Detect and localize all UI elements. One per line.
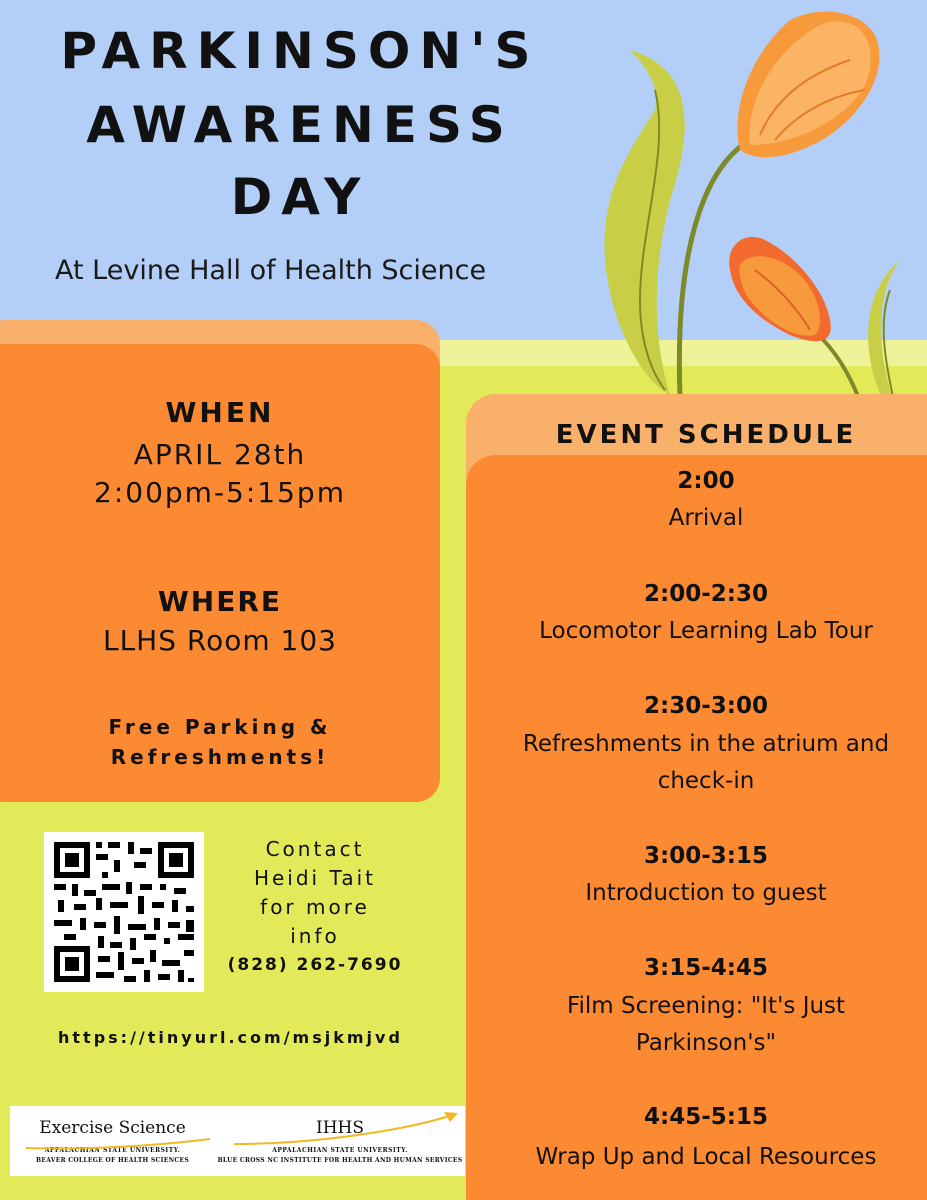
event-name: Wrap Up and Local Resources — [535, 1144, 877, 1170]
contact-line-2: Heidi Tait — [253, 866, 377, 890]
event-time-slot: 2:30-3:00 — [644, 693, 768, 719]
event-date: APRIL 28th — [133, 438, 307, 471]
event-name: Refreshments in the atrium and check-in — [522, 731, 890, 794]
logo-left-name: Exercise Science — [39, 1118, 186, 1138]
event-time: 2:00pm-5:15pm — [94, 476, 346, 509]
logo-right-sub1: APPALACHIAN STATE UNIVERSITY. — [272, 1147, 408, 1154]
when-heading: WHEN — [165, 396, 275, 429]
title-line-1: PARKINSON'S — [60, 22, 540, 80]
venue-subtitle: At Levine Hall of Health Science — [55, 255, 487, 286]
perks-text — [0, 712, 440, 772]
qr-code-icon[interactable] — [44, 832, 204, 992]
info-url-link[interactable]: https://tinyurl.com/msjkmjvd — [58, 1028, 403, 1047]
swoosh-icon — [24, 1136, 214, 1152]
logo-left-sub1: APPALACHIAN STATE UNIVERSITY. — [44, 1147, 181, 1154]
contact-phone[interactable]: (828) 262-7690 — [227, 955, 403, 975]
title-line-2: AWARENESS — [86, 96, 514, 154]
event-name: Locomotor Learning Lab Tour — [539, 618, 873, 644]
logo-left-sub2: BEAVER COLLEGE OF HEALTH SCIENCES — [36, 1157, 189, 1164]
title-line-3: DAY — [230, 168, 370, 226]
sponsor-logos — [10, 1106, 465, 1176]
event-name: Introduction to guest — [585, 880, 827, 906]
event-time-slot: 3:15-4:45 — [644, 955, 768, 981]
event-time-slot: 2:00-2:30 — [644, 581, 768, 607]
contact-line-1: Contact — [265, 837, 365, 861]
upper-tulip — [737, 12, 879, 158]
event-name: Arrival — [668, 505, 744, 531]
schedule-card — [466, 455, 927, 1200]
swoosh-icon — [230, 1110, 460, 1146]
where-heading: WHERE — [157, 585, 283, 618]
schedule-heading: EVENT SCHEDULE — [555, 420, 857, 450]
perk-line-1: Free Parking & — [108, 715, 332, 739]
event-time-slot: 4:45-5:15 — [644, 1104, 768, 1130]
contact-line-3: for more — [260, 895, 370, 919]
perk-line-2: Refreshments! — [110, 745, 330, 769]
event-room: LLHS Room 103 — [102, 624, 337, 657]
contact-info — [210, 835, 420, 980]
logo-right-sub2: BLUE CROSS NC INSTITUTE FOR HEALTH AND HUMAN SERVICES — [217, 1157, 463, 1164]
event-time-slot: 3:00-3:15 — [644, 843, 768, 869]
event-time-slot: 2:00 — [677, 468, 735, 494]
event-name: Film Screening: "It's Just Parkinson's" — [566, 993, 846, 1056]
lower-tulip — [729, 237, 831, 341]
logo-right-name: IHHS — [315, 1118, 364, 1138]
contact-line-4: info — [290, 924, 340, 948]
